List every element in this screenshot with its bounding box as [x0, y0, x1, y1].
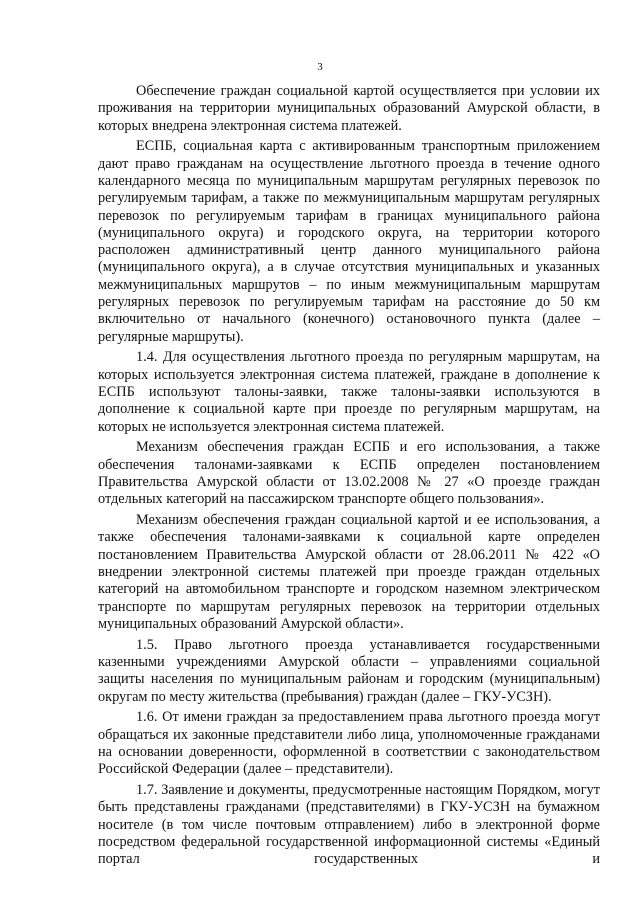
paragraph-social-card-conditions: Обеспечение граждан социальной картой осуществляется при условии их проживания на территории муниципальных образований Амурской области, в которых внедрена электронная система платежей. [98, 83, 600, 134]
paragraph-1-5-right-establishment: 1.5. Право льготного проезда устанавливается государственными казенными учреждениями Амурской области – управлениями социальной защиты населения по муниципальным районам и городским (муниципальным) округам по месту жительства (пребывания) граждан (далее – ГКУ-УСЗН). [98, 636, 600, 705]
paragraph-espb-travel-rights: ЕСПБ, социальная карта с активированным транспортным приложением дают право гражданам на осуществление льготного проезда в течение одного календарного месяца по муниципальным маршрутам регулярных перевозок по регулируемым тарифам, а также по межмуниципальным маршрутам регулярных перевозок по регулируемым тарифам в границах муниципального района (муниципального округа) и городского округа, на территории которого расположен административный центр данного муниципального района (муниципального округа), а в случае отсутствия муниципальных и указанных межмуниципальных маршрутов – по иным межмуниципальным маршрутам регулярных перевозок по регулируемым тарифам на расстояние до 50 км включительно от начального (конечного) остановочного пункта (далее – регулярные маршруты). [98, 138, 600, 345]
paragraph-social-card-mechanism: Механизм обеспечения граждан социальной картой и ее использования, а также обеспечения талонами-заявками к социальной карте определен постановлением Правительства Амурской области от 28.06.2011 № 422 «О внедрении электронной системы платежей при проезде граждан отдельных категорий на автомобильном транспорте и городском наземном электрическом транспорте по маршрутам регулярных перевозок на территории отдельных муниципальных образований Амурской области». [98, 512, 600, 632]
paragraph-1-6-representatives: 1.6. От имени граждан за предоставлением права льготного проезда могут обращаться их законные представители либо лица, уполномоченные гражданами на основании доверенности, оформленной в соответствии с законодательством Российской Федерации (далее – представители). [98, 709, 600, 778]
paragraph-1-7-application-submission: 1.7. Заявление и документы, предусмотренные настоящим Порядком, могут быть представлены гражданами (представителями) в ГКУ-УСЗН на бумажном носителе (в том числе почтовым отправлением) либо в электронной форме посредством федеральной государственной информационной системы «Единый портал государственных и [98, 782, 600, 868]
paragraph-espb-mechanism: Механизм обеспечения граждан ЕСПБ и его использования, а также обеспечения талонами-заявками к ЕСПБ определен постановлением Правительства Амурской области от 13.02.2008 № 27 «О проезде граждан отдельных категорий на пассажирском транспорте общего пользования». [98, 439, 600, 508]
paragraph-1-4-coupons: 1.4. Для осуществления льготного проезда по регулярным маршрутам, на которых используется электронная система платежей, граждане в дополнение к ЕСПБ используют талоны-заявки, также талоны-заявки используются в дополнение к социальной карте при проезде по регулярным маршрутам, на которых не используется электронная система платежей. [98, 349, 600, 435]
page-number: 3 [317, 61, 323, 73]
document-body [98, 83, 600, 869]
